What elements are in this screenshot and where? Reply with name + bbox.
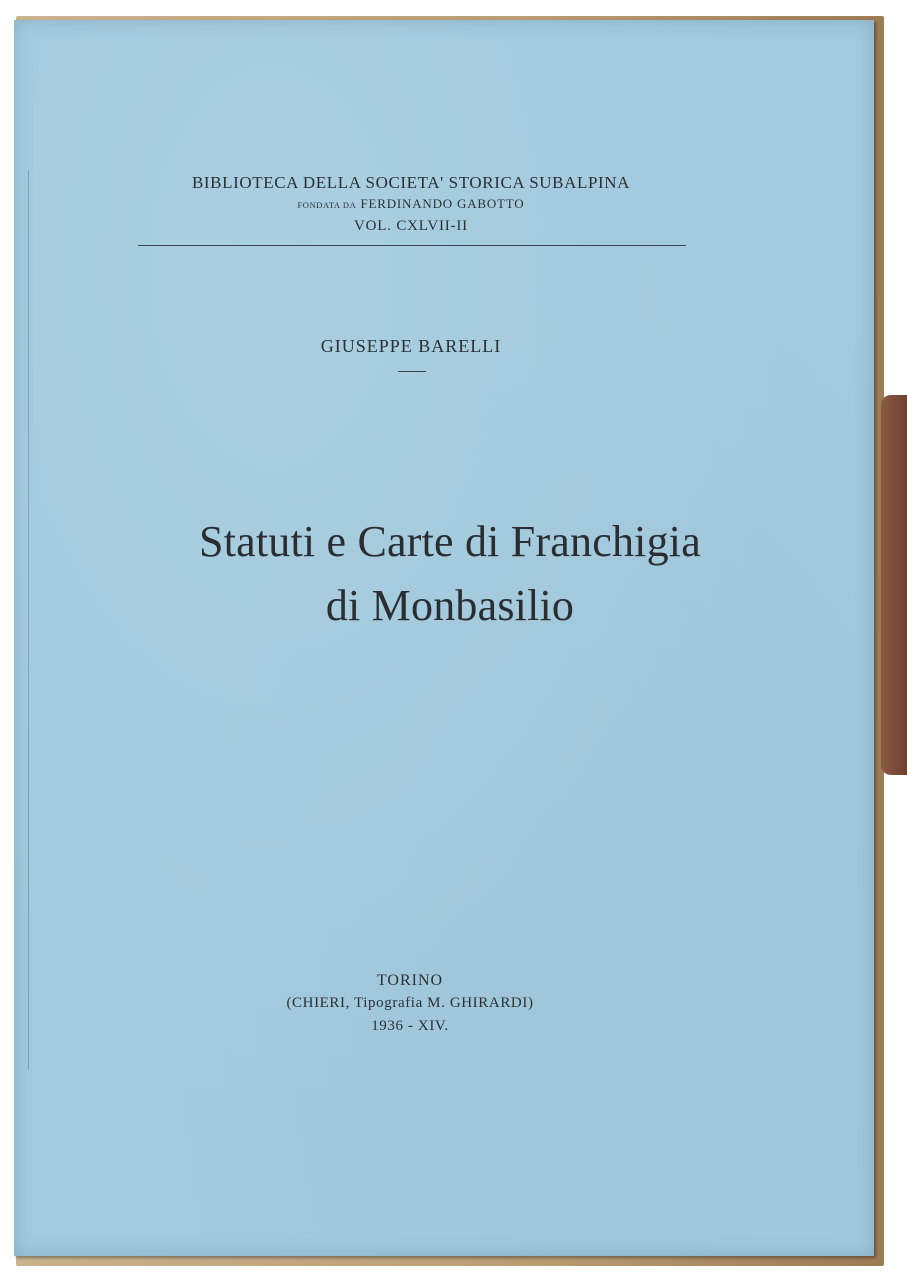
- founder-name: FERDINANDO GABOTTO: [360, 196, 525, 211]
- imprint-printer: (CHIERI, Tipografia M. GHIRARDI): [286, 995, 534, 1011]
- imprint-city: TORINO: [376, 972, 444, 989]
- author-name: GIUSEPPE BARELLI: [320, 336, 502, 356]
- series-header: [136, 172, 686, 237]
- volume-number: CXLVII-II: [396, 218, 468, 234]
- imprint: [200, 969, 620, 1038]
- book-title-line-2: di Monbasilio: [325, 581, 575, 630]
- series-founder-line: [136, 194, 686, 215]
- author-divider: [398, 371, 426, 372]
- header-divider: [138, 245, 686, 246]
- founded-prefix: FONDATA DA: [297, 200, 357, 210]
- book-title: [40, 510, 860, 638]
- spine-fold: [28, 170, 39, 1070]
- book-title-line-1: Statuti e Carte di Franchigia: [199, 517, 701, 566]
- hand-holding-book: [881, 395, 907, 775]
- imprint-year: 1936 - XIV.: [371, 1018, 449, 1034]
- volume-prefix: VOL.: [354, 218, 392, 234]
- series-title: BIBLIOTECA DELLA SOCIETA' STORICA SUBALPINA: [191, 173, 631, 192]
- series-volume-line: [136, 215, 686, 237]
